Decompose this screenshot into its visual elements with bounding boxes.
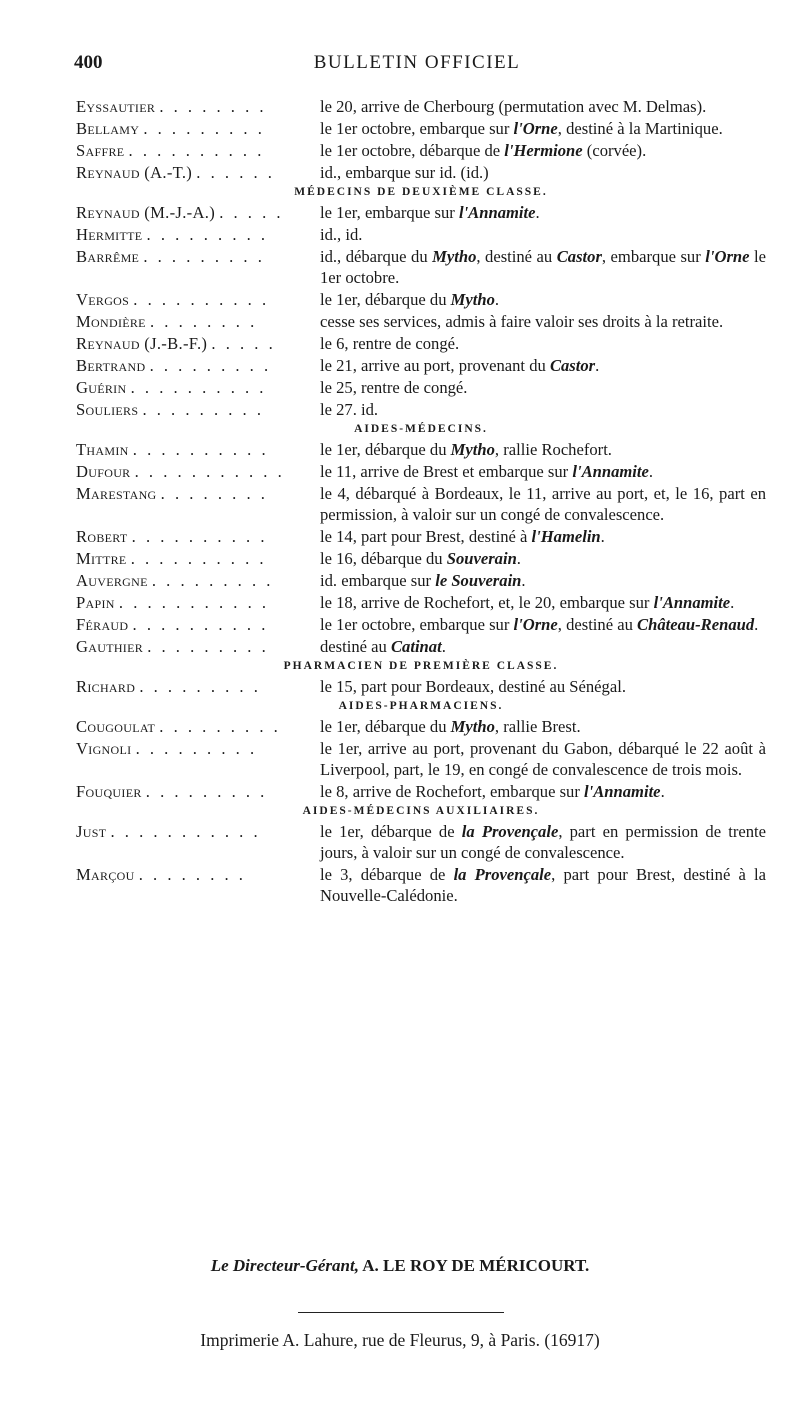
entries-group-e: [76, 716, 766, 802]
ship-name: l'Orne: [513, 615, 558, 634]
personnel-entry: [76, 570, 766, 591]
dot-leader: . . . . . . . . . .: [128, 141, 265, 160]
entry-name-column: [76, 526, 314, 547]
dot-leader: . . . . . . . . . . .: [134, 462, 285, 481]
ship-name: l'Hamelin: [531, 527, 601, 546]
entry-text: .: [730, 593, 735, 612]
entry-name-column: [76, 202, 314, 223]
entry-detail: [314, 289, 766, 310]
entry-detail: [314, 821, 766, 863]
personnel-entry: [76, 140, 766, 161]
section-heading-medecins-2e-classe: MÉDECINS DE DEUXIÈME CLASSE.: [294, 186, 548, 198]
entry-text: , part en permission de trente jours, à valoir sur un congé de convalescence.: [320, 822, 766, 862]
entry-name: Bertrand: [76, 356, 146, 375]
entry-name-column: [76, 864, 314, 906]
personnel-entry: [76, 864, 766, 906]
entry-text: le 1er, débarque du: [320, 717, 451, 736]
entry-name-column: [76, 636, 314, 657]
personnel-entry: [76, 202, 766, 223]
entry-text: le 25, rentre de congé.: [320, 378, 468, 397]
entry-name: Marestang: [76, 484, 157, 503]
personnel-entry: [76, 614, 766, 635]
dot-leader: . . . . . . . . . .: [130, 378, 267, 397]
entry-detail: [314, 202, 766, 223]
entry-detail: [314, 781, 766, 802]
entry-detail: [314, 118, 766, 139]
entry-name: Just: [76, 822, 107, 841]
page-number: 400: [74, 52, 103, 73]
personnel-entry: [76, 738, 766, 780]
entries-group-c: [76, 439, 766, 657]
dot-leader: . . . . .: [211, 334, 276, 353]
entry-name-column: [76, 676, 314, 697]
dot-leader: . . . . . . . . .: [143, 119, 265, 138]
horizontal-rule: [298, 1312, 504, 1313]
entry-text: le 21, arrive au port, provenant du: [320, 356, 550, 375]
ship-name: Mytho: [450, 440, 495, 459]
ship-name: l'Annamite: [584, 782, 661, 801]
entry-text: id., débarque du: [320, 247, 433, 266]
entry-detail: [314, 614, 766, 635]
entry-text: id., id.: [320, 225, 363, 244]
entry-text: le 1er, débarque de: [320, 822, 462, 841]
entry-name: Reynaud (J.-B.-F.): [76, 334, 208, 353]
main-content: [76, 96, 766, 907]
entry-text: .: [754, 615, 759, 634]
entry-name-column: [76, 333, 314, 354]
personnel-entry: [76, 118, 766, 139]
ship-name: Château-Renaud: [637, 615, 755, 634]
entry-text: le 1er octobre.: [320, 247, 767, 287]
entry-detail: [314, 676, 766, 697]
ship-name: le Souverain: [435, 571, 522, 590]
ship-name: Castor: [556, 247, 602, 266]
ship-name: Souverain: [446, 549, 517, 568]
dot-leader: . . . . . . . .: [149, 312, 258, 331]
entry-detail: [314, 592, 766, 613]
entry-name: Gauthier: [76, 637, 144, 656]
entry-detail: [314, 311, 766, 332]
entry-text: le 1er, embarque sur: [320, 203, 459, 222]
personnel-entry: [76, 636, 766, 657]
entry-name: Mondière: [76, 312, 146, 331]
entry-name: Cougoulat: [76, 717, 156, 736]
entry-detail: [314, 738, 766, 780]
entry-text: .: [516, 549, 521, 568]
personnel-entry: [76, 676, 766, 697]
section-heading-aides-medecins: AIDES-MÉDECINS.: [354, 423, 488, 435]
personnel-entry: [76, 246, 766, 288]
entry-name: Thamin: [76, 440, 129, 459]
entry-name-column: [76, 118, 314, 139]
entry-text: le 1er, débarque du: [320, 290, 451, 309]
entry-text: destiné au: [320, 637, 391, 656]
personnel-entry: [76, 716, 766, 737]
entry-text: le 1er octobre, débarque de: [320, 141, 505, 160]
entry-text: le 4, débarqué à Bordeaux, le 11, arrive au port, et, le 16, part en permission, à valoir sur un congé de convalescence.: [320, 484, 766, 524]
dot-leader: . . . . . . . . . .: [132, 440, 269, 459]
personnel-entry: [76, 592, 766, 613]
ship-name: l'Hermione: [504, 141, 583, 160]
entry-text: le 11, arrive de Brest et embarque sur: [320, 462, 573, 481]
entry-detail: [314, 333, 766, 354]
entry-name: Fouquier: [76, 782, 142, 801]
ship-name: l'Orne: [705, 247, 750, 266]
entry-name: Barrême: [76, 247, 140, 266]
entry-text: .: [595, 356, 600, 375]
entry-name-column: [76, 570, 314, 591]
entry-detail: [314, 548, 766, 569]
entry-detail: [314, 526, 766, 547]
entry-detail: [314, 570, 766, 591]
entry-detail: [314, 140, 766, 161]
entry-text: , destiné à la Martinique.: [557, 119, 723, 138]
dot-leader: . . . . . . . . .: [145, 782, 268, 801]
entry-name: Richard: [76, 677, 136, 696]
dot-leader: . . . . . . . . .: [139, 677, 261, 696]
entry-name-column: [76, 377, 314, 398]
entry-text: .: [535, 203, 540, 222]
entry-name-column: [76, 461, 314, 482]
personnel-entry: [76, 781, 766, 802]
dot-leader: . . . . . . . . .: [151, 571, 274, 590]
personnel-entry: [76, 399, 766, 420]
entry-text: le 1er octobre, embarque sur: [320, 615, 514, 634]
entry-name-column: [76, 289, 314, 310]
personnel-entry: [76, 821, 766, 863]
personnel-entry: [76, 483, 766, 525]
ship-name: l'Orne: [513, 119, 558, 138]
running-title: BULLETIN OFFICIEL: [313, 52, 521, 73]
dot-leader: . . . . . . . . .: [142, 400, 264, 419]
entry-detail: [314, 439, 766, 460]
entry-name-column: [76, 821, 314, 863]
entry-text: .: [648, 462, 654, 481]
entry-name-column: [76, 738, 314, 780]
personnel-entry: [76, 526, 766, 547]
dot-leader: . . . . . . . . .: [149, 356, 272, 375]
entry-name: Hermitte: [76, 225, 143, 244]
personnel-entry: [76, 224, 766, 245]
entry-text: , embarque sur: [601, 247, 706, 266]
dot-leader: . . . . . . . .: [160, 484, 268, 503]
entry-text: le 16, débarque du: [320, 549, 447, 568]
entry-name-column: [76, 716, 314, 737]
entry-text: , rallie Brest.: [494, 717, 581, 736]
personnel-entry: [76, 96, 766, 117]
entry-text: le 8, arrive de Rochefort, embarque sur: [320, 782, 585, 801]
entry-name-column: [76, 246, 314, 288]
entry-name: Bellamy: [76, 119, 140, 138]
entry-name: Vergos: [76, 290, 130, 309]
ship-name: la Provençale: [461, 822, 559, 841]
entry-detail: [314, 716, 766, 737]
entry-text: cesse ses services, admis à faire valoir ses droits à la retraite.: [320, 312, 724, 331]
entry-name-column: [76, 548, 314, 569]
personnel-entry: [76, 548, 766, 569]
entry-name-column: [76, 781, 314, 802]
dot-leader: . . . . . . . . .: [159, 717, 281, 736]
dot-leader: . . . . . . . . .: [135, 739, 258, 758]
entry-text: le 6, rentre de congé.: [320, 334, 460, 353]
entry-detail: [314, 461, 766, 482]
entry-text: le 1er, arrive au port, provenant du Gabon, débarqué le 22 août à Liverpool, part, le 19, en congé de convalescence de trois mois.: [320, 739, 766, 779]
dot-leader: . . . . . . . . . .: [131, 527, 268, 546]
entry-text: le 20, arrive de Cherbourg (permutation avec M. Delmas).: [320, 97, 707, 116]
entry-name: Guérin: [76, 378, 127, 397]
entry-text: le 3, débarque de: [320, 865, 454, 884]
entry-text: , rallie Rochefort.: [494, 440, 612, 459]
entries-group-d: [76, 676, 766, 697]
entry-detail: [314, 636, 766, 657]
entry-text: , destiné au: [476, 247, 557, 266]
dot-leader: . . . . . . . .: [159, 97, 267, 116]
entry-name-column: [76, 224, 314, 245]
dot-leader: . . . . .: [219, 203, 284, 222]
entry-name-column: [76, 399, 314, 420]
entry-name: Saffre: [76, 141, 125, 160]
dot-leader: . . . . . . . . .: [147, 637, 269, 656]
signature-name: A. LE ROY DE MÉRICOURT.: [362, 1256, 590, 1275]
entry-name-column: [76, 162, 314, 183]
ship-name: la Provençale: [453, 865, 552, 884]
personnel-entry: [76, 311, 766, 332]
page-header: [74, 52, 760, 82]
entry-name: Eyssautier: [76, 97, 156, 116]
dot-leader: . . . . . . . . . .: [130, 549, 267, 568]
dot-leader: . . . . . . . . . . .: [110, 822, 261, 841]
dot-leader: . . . . . . . . .: [143, 247, 265, 266]
entry-name-column: [76, 311, 314, 332]
section-heading-pharmacien-1re-classe: PHARMACIEN DE PREMIÈRE CLASSE.: [283, 660, 559, 672]
ship-name: Mytho: [432, 247, 477, 266]
ship-name: l'Annamite: [653, 593, 731, 612]
entry-name: Robert: [76, 527, 128, 546]
ship-name: l'Annamite: [458, 203, 536, 222]
entry-name: Dufour: [76, 462, 131, 481]
entry-detail: [314, 224, 766, 245]
personnel-entry: [76, 289, 766, 310]
ship-name: Castor: [549, 356, 596, 375]
ship-name: Mytho: [450, 717, 495, 736]
entries-group-a: [76, 96, 766, 183]
personnel-entry: [76, 333, 766, 354]
entry-text: .: [441, 637, 446, 656]
signature-line: [0, 1256, 800, 1276]
entry-name-column: [76, 140, 314, 161]
entry-name-column: [76, 592, 314, 613]
entry-text: , destiné au: [557, 615, 638, 634]
entry-text: (corvée).: [582, 141, 647, 160]
entry-name-column: [76, 439, 314, 460]
entry-name: Vignoli: [76, 739, 132, 758]
dot-leader: . . . . . . . . . . .: [118, 593, 270, 612]
printer-imprint: Imprimerie A. Lahure, rue de Fleurus, 9, à Paris. (16917): [200, 1330, 600, 1350]
entry-detail: [314, 377, 766, 398]
entry-text: le 18, arrive de Rochefort, et, le 20, embarque sur: [320, 593, 654, 612]
entry-detail: [314, 96, 766, 117]
dot-leader: . . . . . .: [196, 163, 275, 182]
entries-group-f: [76, 821, 766, 906]
entry-name-column: [76, 483, 314, 525]
entry-name: Marçou: [76, 865, 135, 884]
entry-text: , part pour Brest, destiné à la Nouvelle-Calédonie.: [320, 865, 766, 905]
entry-name: Féraud: [76, 615, 129, 634]
entry-detail: [314, 864, 766, 906]
entry-detail: [314, 355, 766, 376]
entry-name: Auvergne: [76, 571, 148, 590]
entry-text: le 27. id.: [320, 400, 379, 419]
entry-text: le 1er, débarque du: [320, 440, 451, 459]
entry-detail: [314, 162, 766, 183]
entry-text: id., embarque sur id. (id.): [320, 163, 489, 182]
entry-text: le 14, part pour Brest, destiné à: [320, 527, 532, 546]
ship-name: l'Annamite: [572, 462, 649, 481]
entry-text: le 15, part pour Bordeaux, destiné au Sénégal.: [320, 677, 626, 696]
entry-name: Reynaud (A.-T.): [76, 163, 193, 182]
entry-name: Reynaud (M.-J.-A.): [76, 203, 216, 222]
personnel-entry: [76, 377, 766, 398]
dot-leader: . . . . . . . . . .: [132, 615, 269, 634]
entry-text: .: [494, 290, 500, 309]
signature-title: Le Directeur-Gérant,: [210, 1256, 359, 1275]
entry-text: le 1er octobre, embarque sur: [320, 119, 514, 138]
entry-detail: [314, 399, 766, 420]
dot-leader: . . . . . . . . . .: [133, 290, 270, 309]
dot-leader: . . . . . . . . .: [146, 225, 269, 244]
entry-text: .: [600, 527, 605, 546]
entry-text: .: [521, 571, 526, 590]
entry-name: Mittre: [76, 549, 127, 568]
dot-leader: . . . . . . . .: [138, 865, 246, 884]
entry-name-column: [76, 96, 314, 117]
entry-detail: [314, 246, 766, 288]
personnel-entry: [76, 162, 766, 183]
entry-name-column: [76, 355, 314, 376]
entries-group-b: [76, 202, 766, 420]
section-heading-aides-pharmaciens: AIDES-PHARMACIENS.: [338, 700, 504, 712]
entry-text: id. embarque sur: [320, 571, 436, 590]
section-heading-aides-medecins-auxiliaires: AIDES-MÉDECINS AUXILIAIRES.: [302, 805, 540, 817]
personnel-entry: [76, 439, 766, 460]
personnel-entry: [76, 461, 766, 482]
personnel-entry: [76, 355, 766, 376]
ship-name: Mytho: [450, 290, 495, 309]
entry-name: Papin: [76, 593, 115, 612]
ship-name: Catinat: [390, 637, 442, 656]
entry-name: Souliers: [76, 400, 139, 419]
entry-detail: [314, 483, 766, 525]
entry-text: .: [660, 782, 665, 801]
entry-name-column: [76, 614, 314, 635]
